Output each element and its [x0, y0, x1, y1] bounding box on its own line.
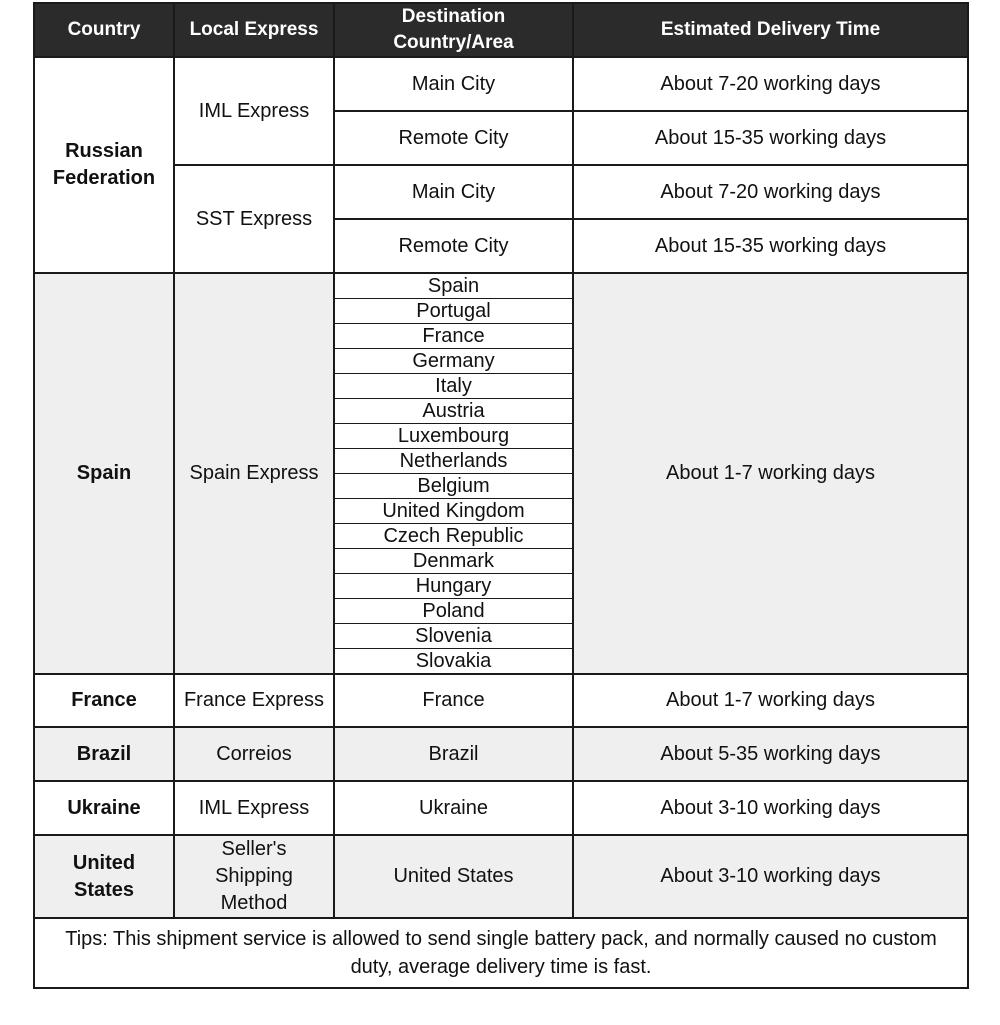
delivery-time-cell: About 1-7 working days — [573, 674, 968, 727]
destination-list-item: Italy — [335, 374, 572, 399]
table-row — [34, 273, 968, 674]
destination-list-row — [335, 574, 572, 599]
destination-list-item: Luxembourg — [335, 424, 572, 449]
shipping-table-sheet — [33, 2, 967, 989]
country-cell-united-states: United States — [34, 835, 174, 918]
destination-list-cell — [334, 273, 573, 674]
express-cell-brazil: Correios — [174, 727, 334, 781]
destination-list-row — [335, 499, 572, 524]
destination-list-item: Austria — [335, 399, 572, 424]
delivery-time-cell: About 15-35 working days — [573, 219, 968, 273]
destination-list-row — [335, 599, 572, 624]
destination-list-row — [335, 399, 572, 424]
destination-cell: Main City — [334, 57, 573, 111]
destination-list-row — [335, 624, 572, 649]
header-row — [34, 3, 968, 57]
destination-list-item: Hungary — [335, 574, 572, 599]
destination-list-row — [335, 349, 572, 374]
header-country: Country — [34, 3, 174, 57]
tips-cell — [34, 918, 968, 988]
destination-list-item: Slovakia — [335, 649, 572, 674]
destination-list-row — [335, 449, 572, 474]
destination-cell: Ukraine — [334, 781, 573, 835]
destination-list-item: Slovenia — [335, 624, 572, 649]
destination-cell: Main City — [334, 165, 573, 219]
destination-list-item: Poland — [335, 599, 572, 624]
delivery-time-cell: About 3-10 working days — [573, 835, 968, 918]
country-cell-ukraine: Ukraine — [34, 781, 174, 835]
destination-list-item: United Kingdom — [335, 499, 572, 524]
destination-list-item: Denmark — [335, 549, 572, 574]
delivery-time-cell: About 7-20 working days — [573, 57, 968, 111]
destination-list-item: Portugal — [335, 299, 572, 324]
destination-list-row — [335, 374, 572, 399]
tips-label: Tips: — [65, 928, 108, 950]
destination-list-item: Germany — [335, 349, 572, 374]
express-cell-ukraine: IML Express — [174, 781, 334, 835]
destination-cell: Brazil — [334, 727, 573, 781]
delivery-time-cell: About 5-35 working days — [573, 727, 968, 781]
express-cell-spain: Spain Express — [174, 273, 334, 674]
country-cell-spain: Spain — [34, 273, 174, 674]
destination-list-row — [335, 649, 572, 674]
country-cell-france: France — [34, 674, 174, 727]
table-row — [34, 835, 968, 918]
destination-list-row — [335, 324, 572, 349]
destination-list-item: Netherlands — [335, 449, 572, 474]
table-row — [34, 57, 968, 111]
shipping-table — [33, 2, 969, 989]
destination-list-row — [335, 524, 572, 549]
delivery-time-cell: About 15-35 working days — [573, 111, 968, 165]
destination-list-item: Czech Republic — [335, 524, 572, 549]
destination-cell: Remote City — [334, 111, 573, 165]
delivery-time-cell: About 1-7 working days — [573, 273, 968, 674]
country-cell-brazil: Brazil — [34, 727, 174, 781]
destination-cell: France — [334, 674, 573, 727]
destination-list-row — [335, 274, 572, 299]
table-row — [34, 781, 968, 835]
destination-cell: United States — [334, 835, 573, 918]
header-destination: Destination Country/Area — [334, 3, 573, 57]
destination-list-item: Belgium — [335, 474, 572, 499]
express-cell-iml: IML Express — [174, 57, 334, 165]
header-delivery-time: Estimated Delivery Time — [573, 3, 968, 57]
table-row — [34, 727, 968, 781]
delivery-time-cell: About 3-10 working days — [573, 781, 968, 835]
destination-cell: Remote City — [334, 219, 573, 273]
express-cell-sst: SST Express — [174, 165, 334, 273]
tips-row — [34, 918, 968, 988]
destination-list — [335, 274, 572, 673]
destination-list-item: France — [335, 324, 572, 349]
express-cell-france: France Express — [174, 674, 334, 727]
express-cell-united-states: Seller's Shipping Method — [174, 835, 334, 918]
destination-list-row — [335, 474, 572, 499]
destination-list-item: Spain — [335, 274, 572, 299]
tips-text: This shipment service is allowed to send single battery pack, and normally caused no custom duty, average delivery time is fast. — [113, 928, 937, 978]
table-row — [34, 165, 968, 219]
destination-list-row — [335, 299, 572, 324]
table-row — [34, 674, 968, 727]
destination-list-row — [335, 549, 572, 574]
delivery-time-cell: About 7-20 working days — [573, 165, 968, 219]
header-local-express: Local Express — [174, 3, 334, 57]
country-cell-russia: Russian Federation — [34, 57, 174, 273]
destination-list-row — [335, 424, 572, 449]
